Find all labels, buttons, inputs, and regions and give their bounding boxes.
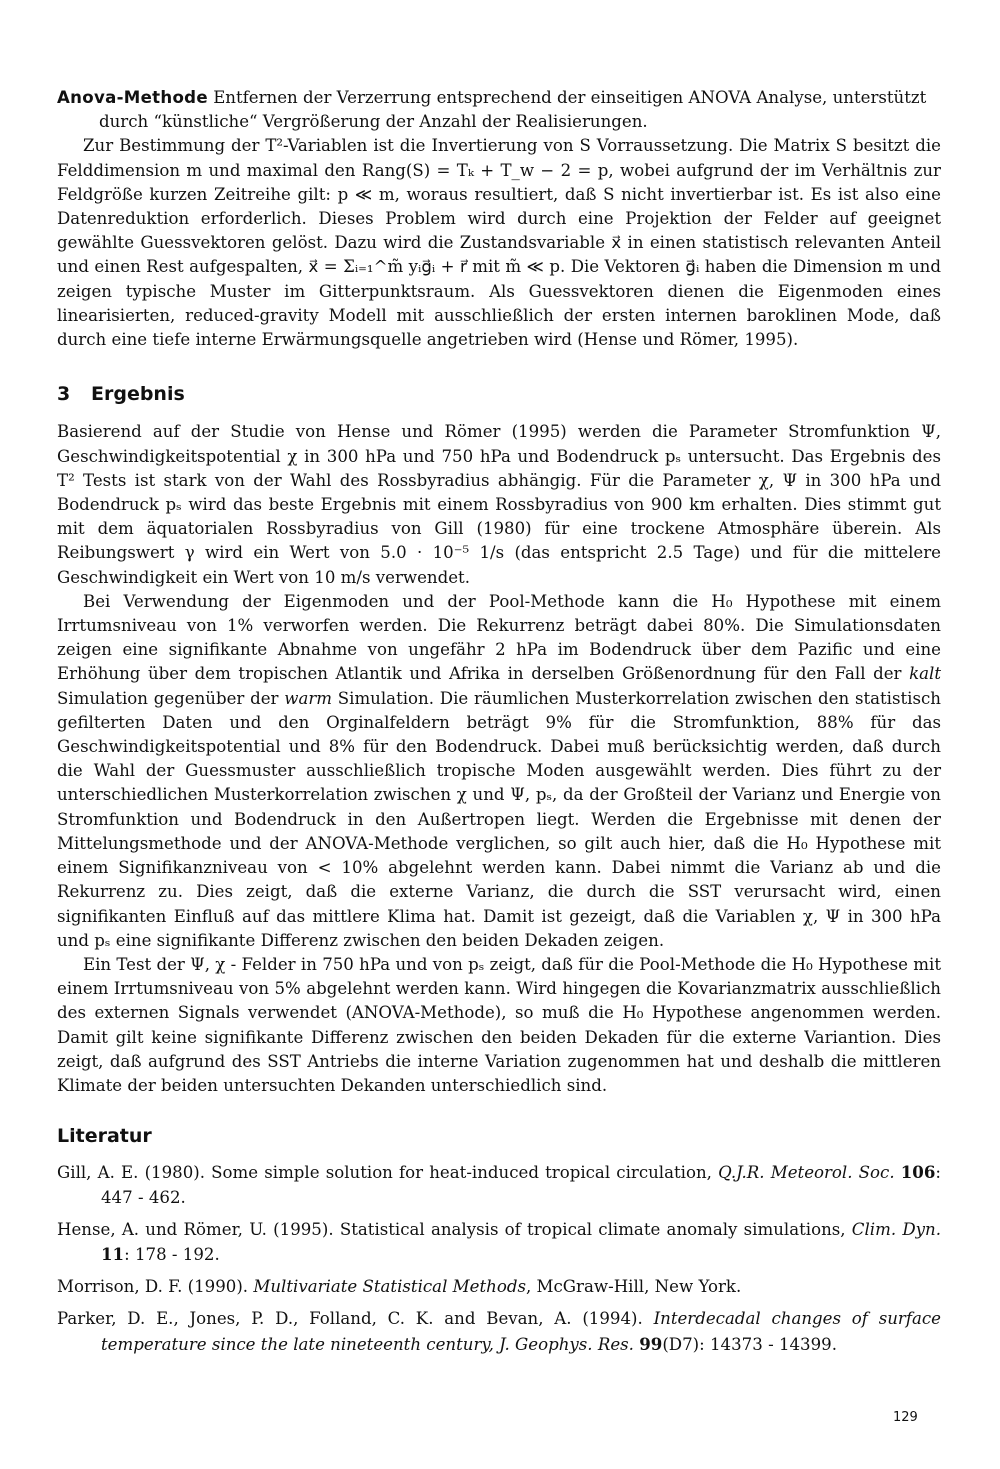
paragraph-ergebnis-3: Ein Test der Ψ, χ - Felder in 750 hPa und von pₛ zeigt, daß für die Pool-Methode die H₀ Hypothese mit einem Irrtumsniveau von 5% abgelehnt werden kann. Wird hingegen die Kovarianzmatrix ausschließlich des externen Signals verwendet (ANOVA-Methode), so muß die H₀ Hypothese angenommen werden. Damit gilt keine signifikante Differenz zwischen den beiden Dekaden für die externe Variantion. Dies zeigt, daß aufgrund des SST Antriebs die interne Variation zugenommen hat und deshalb die mittleren Klimate der beiden untersuchten Dekanden unterschiedlich sind. <box>57 954 941 1095</box>
definition-term: Anova-Methode <box>57 88 208 107</box>
reference-text: Parker, D. E., Jones, P. D., Folland, C. K. and Bevan, A. (1994). <box>57 1309 654 1329</box>
reference-text: Morrison, D. F. (1990). <box>57 1277 254 1297</box>
text-run: Simulation. Die räumlichen Musterkorrelation zwischen den statistisch gefilterten Daten und den Orginalfeldern beträgt 9% für die Stromfunktion, 88% für das Geschwindigkeitspotential und 8% für den Bodendruck. Dabei muß berücksichtig werden, daß durch die Wahl der Guessmuster ausschließlich tropische Moden ausgewählt werden. Dies führt zu der unterschiedlichen Musterkorrelation zwischen χ und Ψ, pₛ, da der Großteil der Varianz und Energie von Stromfunktion und Bodendruck in den Außertropen liegt. Werden die Ergebnisse mit denen der Mittelungsmethode und der ANOVA-Methode verglichen, so gilt auch hier, daß die H₀ Hypothese mit einem Signifikanzniveau von < 10% abgelehnt werden kann. Dabei nimmt die Varianz ab und die Rekurrenz zu. Dies zeigt, daß die externe Varianz, die durch die SST verursacht wird, einen signifikanten Einfluß auf das mittlere Klima hat. Damit ist gezeigt, daß die Variablen χ, Ψ in 300 hPa und pₛ eine signifikante Differenz zwischen den beiden Dekaden zeigen. <box>57 688 941 950</box>
reference-text: , McGraw-Hill, New York. <box>525 1277 742 1297</box>
paragraph-matrix: Zur Bestimmung der T²-Variablen ist die Invertierung von S Vorraussetzung. Die Matrix S besitzt die Felddimension m und maximal den Rang(S) = Tₖ + T_w − 2 = p, wobei aufgrund der im Verhältnis zur Feldgröße kurzen Zeitreihe gilt: p ≪ m, woraus resultiert, daß S nicht invertierbar ist. Es ist also eine Datenreduktion erforderlich. Dieses Problem wird durch eine Projektion der Felder auf geeignet gewählte Guessvektoren gelöst. Dazu wird die Zustandsvariable x⃗ in einen statistisch relevanten Anteil und einen Rest aufgespalten, x⃗ = Σᵢ₌₁^m̃ yᵢg⃗ᵢ + r⃗ mit m̃ ≪ p. Die Vektoren g⃗ᵢ haben die Dimension m und zeigen typische Muster im Gitterpunktsraum. Als Guessvektoren dienen die Eigenmoden eines linearisierten, reduced-gravity Modell mit ausschließlich der ersten internen baroklinen Mode, daß durch eine tiefe interne Erwärmungsquelle angetrieben wird (Hense und Römer, 1995). <box>57 136 941 350</box>
reference-pages: : 447 - 462. <box>101 1163 941 1207</box>
reference-list <box>57 1160 941 1356</box>
reference-pages: : 178 - 192. <box>124 1244 220 1264</box>
text-run: Bei Verwendung der Eigenmoden und der Pool-Methode kann die H₀ Hypothese mit einem Irrtumsniveau von 1% verworfen werden. Die Rekurrenz beträgt dabei 80%. Die Simulationsdaten zeigen eine signifikante Abnahme von ungefähr 2 hPa im Bodendruck über dem Pazific und eine Erhöhung über dem tropischen Atlantik und Afrika in derselben Größenordnung für den Fall der <box>57 591 941 684</box>
page-number: 129 <box>893 1410 918 1425</box>
reference-title: Multivariate Statistical Methods <box>253 1277 526 1297</box>
definition-anova <box>57 86 941 134</box>
reference-text: Gill, A. E. (1980). Some simple solution for heat-induced tropical circulation, <box>57 1163 719 1183</box>
paragraph-ergebnis-2 <box>57 590 941 953</box>
reference-volume: 99 <box>639 1333 663 1354</box>
text-run: Simulation gegenüber der <box>57 688 285 708</box>
definition-text-line2: durch “künstliche“ Vergrößerung der Anzahl der Realisierungen. <box>99 112 648 132</box>
section-title: Ergebnis <box>91 383 185 406</box>
reference-journal: Clim. Dyn. <box>851 1219 941 1239</box>
reference-item <box>57 1218 941 1267</box>
reference-volume: 106 <box>900 1162 936 1183</box>
reference-text: Hense, A. und Römer, U. (1995). Statistical analysis of tropical climate anomaly simulations, <box>57 1219 852 1239</box>
reference-item <box>57 1160 941 1209</box>
section-heading-ergebnis <box>57 382 941 406</box>
reference-item <box>57 1275 941 1299</box>
reference-volume: 11 <box>101 1243 125 1264</box>
reference-journal: Q.J.R. Meteorol. Soc. <box>718 1163 895 1183</box>
section-number: 3 <box>57 383 71 406</box>
definition-text-line1: Entfernen der Verzerrung entsprechend der einseitigen ANOVA Analyse, unterstützt <box>213 88 927 107</box>
reference-title: Interdecadal changes of surface temperature since the late nineteenth century, J. Geophys. Res. <box>101 1309 941 1354</box>
literature-heading: Literatur <box>57 1125 152 1148</box>
reference-item <box>57 1307 941 1356</box>
paragraph-ergebnis-1: Basierend auf der Studie von Hense und Römer (1995) werden die Parameter Stromfunktion Ψ, Geschwindigkeitspotential χ in 300 hPa und 750 hPa und Bodendruck pₛ untersucht. Das Ergebnis des T² Tests ist stark von der Wahl des Rossbyradius abhängig. Für die Parameter χ, Ψ in 300 hPa und Bodendruck pₛ wird das beste Ergebnis mit einem Rossbyradius von 900 km erhalten. Dies stimmt gut mit dem äquatorialen Rossbyradius von Gill (1980) für eine trockene Atmosphäre überein. Als Reibungswert γ wird ein Wert von 5.0 · 10⁻⁵ 1/s (das entspricht 2.5 Tage) und für die mittelere Geschwindigkeit ein Wert von 10 m/s verwendet. <box>57 422 941 587</box>
body-text <box>57 86 941 1365</box>
emphasis-kalt: kalt <box>909 664 941 684</box>
reference-pages: (D7): 14373 - 14399. <box>662 1334 838 1354</box>
emphasis-warm: warm <box>284 688 333 708</box>
